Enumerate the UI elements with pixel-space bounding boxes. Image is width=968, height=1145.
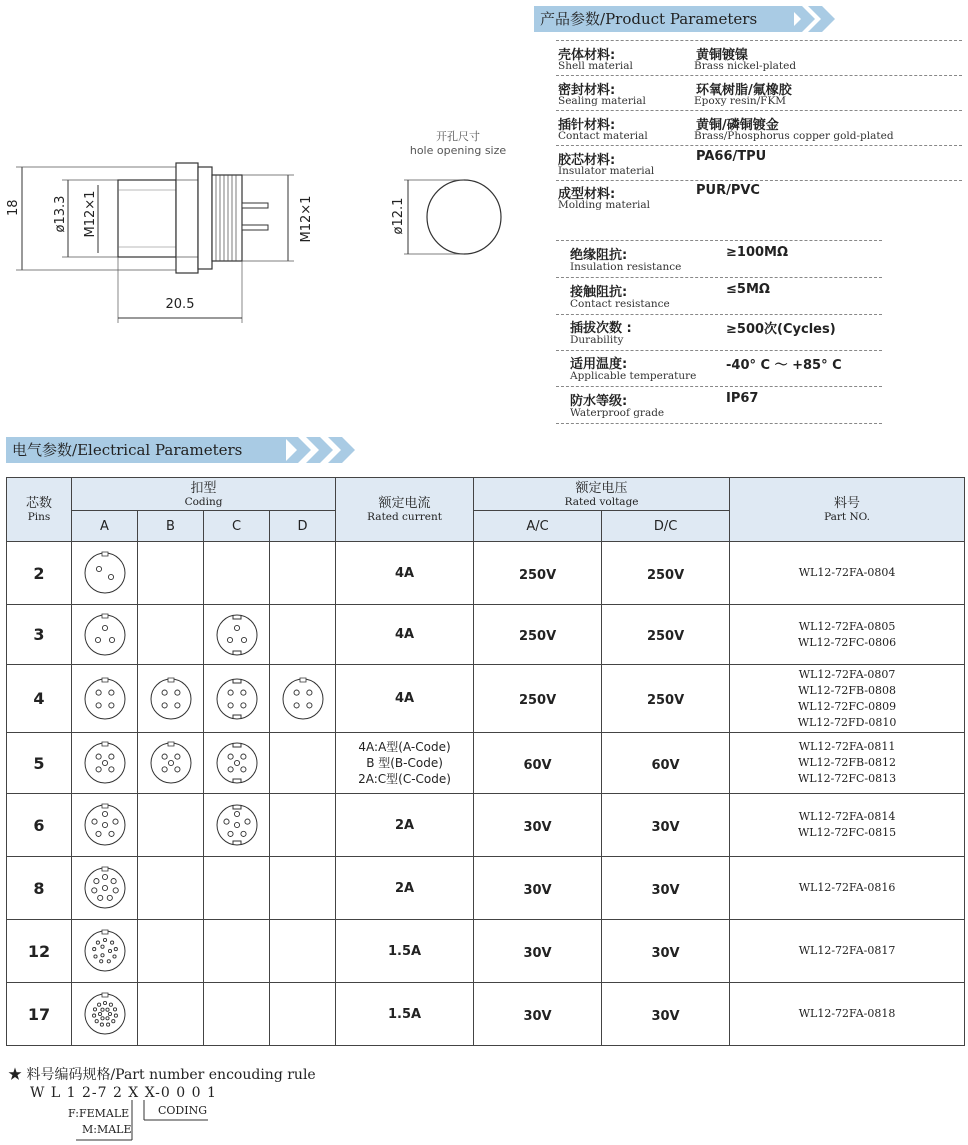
coding-cell-d <box>270 983 336 1046</box>
pins-cell <box>7 857 72 920</box>
table-row <box>7 920 965 983</box>
coding-cell-a <box>72 794 138 857</box>
electrical-params-banner <box>6 437 286 463</box>
part-number: WL12-72FA-0818 <box>798 1007 896 1020</box>
current-value: 4A <box>394 691 415 706</box>
dc-cell <box>602 857 730 920</box>
rating-value: ≥500次(Cycles) <box>726 322 836 337</box>
material-label-cn: 密封材料: <box>558 83 616 98</box>
coding-cell-c <box>204 920 270 983</box>
header-coding-c: C <box>204 511 270 542</box>
dc-cell <box>602 983 730 1046</box>
header-pins <box>7 478 72 542</box>
pin-face-icon <box>77 735 133 791</box>
material-label-cn: 插针材料: <box>558 118 616 133</box>
pins-value: 3 <box>33 625 45 644</box>
material-row <box>556 77 962 111</box>
female-label: F:FEMALE <box>68 1107 130 1120</box>
dim-thread-right-label: M12×1 <box>299 195 314 243</box>
rating-label-en: Insulation resistance <box>570 261 682 273</box>
coding-cell-c <box>204 794 270 857</box>
header-part-en: Part NO. <box>824 511 871 523</box>
header-voltage-cn: 额定电压 <box>575 480 628 496</box>
dc-value: 30V <box>651 945 680 961</box>
material-row <box>556 147 962 181</box>
material-label-en: Insulator material <box>558 165 655 177</box>
pin-face-icon <box>77 860 133 916</box>
pins-value: 6 <box>33 815 45 835</box>
part-number: WL12-72FB-0812 <box>798 756 897 769</box>
rating-label-en: Contact resistance <box>570 298 670 310</box>
electrical-title-en: /Electrical Parameters <box>72 441 243 459</box>
ac-cell <box>474 983 602 1046</box>
pin-face-icon <box>209 671 265 727</box>
coding-cell-c <box>204 857 270 920</box>
ac-value: 30V <box>523 945 552 961</box>
material-value-cn: PA66/TPU <box>696 149 767 164</box>
chevron-arrow-icon <box>788 6 838 32</box>
coding-cell-a <box>72 857 138 920</box>
male-label: M:MALE <box>82 1123 132 1136</box>
part-cell <box>730 983 965 1046</box>
dc-value: 30V <box>651 882 680 898</box>
table-row <box>7 665 965 733</box>
material-label-cn: 壳体材料: <box>558 48 616 63</box>
current-value: 4A:A型(A-Code) <box>358 740 451 754</box>
header-coding-cn: 扣型 <box>190 480 217 496</box>
rating-label-en: Applicable temperature <box>570 370 697 382</box>
rating-label-cn: 接触阻抗: <box>570 285 628 300</box>
rating-label-cn: 防水等级: <box>570 394 628 409</box>
pin-face-icon <box>77 671 133 727</box>
part-rule-title-cn: 料号编码规格 <box>26 1067 111 1083</box>
coding-cell-d <box>270 733 336 794</box>
table-row <box>7 542 965 605</box>
pins-value: 2 <box>33 563 45 583</box>
dim-height-label: 18 <box>6 199 21 216</box>
rating-row <box>556 279 882 315</box>
coding-cell-d <box>270 857 336 920</box>
material-value-cn: 黄铜镀镍 <box>696 48 749 63</box>
coding-cell-b <box>138 733 204 794</box>
ac-cell <box>474 542 602 605</box>
rating-label-cn: 插拔次数 : <box>570 321 632 336</box>
chevron-arrow-icon <box>284 437 360 463</box>
rating-label-en: Waterproof grade <box>570 407 665 419</box>
current-cell <box>336 605 474 665</box>
coding-cell-c <box>204 665 270 733</box>
material-label-en: Contact material <box>558 130 648 142</box>
coding-cell-a <box>72 920 138 983</box>
header-coding-d: D <box>270 511 336 542</box>
part-cell <box>730 542 965 605</box>
coding-cell-b <box>138 857 204 920</box>
pin-face-icon <box>209 607 265 663</box>
current-cell <box>336 794 474 857</box>
ac-value: 60V <box>523 757 552 773</box>
pins-value: 17 <box>27 1004 51 1024</box>
star-icon: ★ <box>8 1067 22 1083</box>
material-row <box>556 181 962 215</box>
rating-value: -40° C ～ +85° C <box>726 358 842 373</box>
electrical-table <box>6 477 965 1046</box>
coding-label: CODING <box>158 1104 208 1117</box>
part-number: WL12-72FA-0814 <box>798 810 896 823</box>
material-row <box>556 42 962 76</box>
current-cell <box>336 665 474 733</box>
part-number: WL12-72FC-0813 <box>798 772 897 785</box>
dim-thread-left-label: M12×1 <box>83 190 98 238</box>
part-number: WL12-72FA-0817 <box>798 944 896 957</box>
hole-caption-cn: 开孔尺寸 <box>436 130 480 143</box>
coding-cell-a <box>72 605 138 665</box>
dc-value: 30V <box>651 819 680 835</box>
part-cell <box>730 665 965 733</box>
ac-cell <box>474 605 602 665</box>
current-value: 4A <box>394 627 415 642</box>
coding-cell-c <box>204 983 270 1046</box>
dc-cell <box>602 665 730 733</box>
material-label-en: Sealing material <box>558 95 646 107</box>
header-ac: A/C <box>474 511 602 542</box>
part-cell <box>730 733 965 794</box>
part-number: WL12-72FA-0807 <box>798 667 896 681</box>
pin-face-icon <box>143 735 199 791</box>
rating-row <box>556 315 882 351</box>
pins-cell <box>7 794 72 857</box>
part-cell <box>730 605 965 665</box>
header-voltage-en: Rated voltage <box>564 495 639 508</box>
part-number: WL12-72FB-0808 <box>798 683 897 697</box>
rating-row <box>556 242 882 278</box>
header-pins-en: Pins <box>27 511 51 523</box>
current-cell <box>336 542 474 605</box>
pins-value: 12 <box>27 941 51 961</box>
coding-cell-a <box>72 983 138 1046</box>
current-value: B 型(B-Code) <box>366 756 443 770</box>
divider <box>556 240 882 241</box>
ac-value: 30V <box>523 819 552 835</box>
rating-value: ≤5MΩ <box>726 282 770 297</box>
dc-value: 250V <box>646 567 685 583</box>
coding-cell-b <box>138 920 204 983</box>
coding-cell-b <box>138 794 204 857</box>
header-current <box>336 478 474 542</box>
rating-row <box>556 388 882 424</box>
table-row <box>7 733 965 794</box>
coding-cell-c <box>204 605 270 665</box>
table-row <box>7 794 965 857</box>
header-current-cn: 额定电流 <box>378 496 431 511</box>
pins-cell <box>7 920 72 983</box>
header-voltage <box>474 478 730 511</box>
header-pins-cn: 芯数 <box>25 496 52 511</box>
pins-value: 5 <box>33 753 45 773</box>
current-value: 2A <box>394 817 415 833</box>
dim-length-label: 20.5 <box>165 297 195 312</box>
current-value: 2A:C型(C-Code) <box>358 772 451 786</box>
dc-cell <box>602 920 730 983</box>
ac-value: 30V <box>523 882 552 898</box>
part-number: WL12-72FC-0815 <box>798 826 897 839</box>
coding-cell-c <box>204 733 270 794</box>
part-number: WL12-72FA-0805 <box>798 619 896 633</box>
material-row <box>556 112 962 146</box>
pin-face-icon <box>77 607 133 663</box>
hole-caption-en: hole opening size <box>409 144 507 157</box>
part-rule-title <box>8 1064 316 1084</box>
material-value-en: Brass/Phosphorus copper gold-plated <box>694 130 894 142</box>
material-value-cn: 环氧树脂/氟橡胶 <box>696 83 792 98</box>
coding-cell-a <box>72 542 138 605</box>
pin-face-icon <box>77 545 133 601</box>
header-coding-en: Coding <box>184 495 223 508</box>
pin-face-icon <box>209 735 265 791</box>
table-row <box>7 857 965 920</box>
ac-cell <box>474 920 602 983</box>
rating-row <box>556 351 882 387</box>
dc-cell <box>602 794 730 857</box>
current-cell <box>336 857 474 920</box>
coding-cell-d <box>270 665 336 733</box>
ac-value: 250V <box>518 693 557 708</box>
part-number: WL12-72FA-0804 <box>798 566 896 579</box>
dc-cell <box>602 733 730 794</box>
current-cell <box>336 733 474 794</box>
material-value-en: Brass nickel-plated <box>694 60 797 72</box>
coding-cell-d <box>270 920 336 983</box>
part-number: WL12-72FA-0816 <box>798 881 896 894</box>
pins-cell <box>7 542 72 605</box>
ac-value: 250V <box>518 567 557 583</box>
product-params-banner <box>534 6 794 32</box>
header-coding <box>72 478 336 511</box>
current-value: 1.5A <box>388 943 422 959</box>
pin-face-icon <box>77 797 133 853</box>
material-value-cn: PUR/PVC <box>696 183 760 198</box>
dc-value: 60V <box>651 757 680 773</box>
header-part <box>730 478 965 542</box>
coding-cell-a <box>72 665 138 733</box>
material-label-en: Shell material <box>558 60 633 72</box>
ac-value: 30V <box>523 1008 552 1024</box>
coding-cell-d <box>270 542 336 605</box>
part-rule-code: W L 1 2-7 2 X X-0 0 0 1 <box>30 1085 217 1101</box>
material-label-en: Molding material <box>558 199 650 211</box>
current-value: 1.5A <box>388 1006 422 1022</box>
table-row <box>7 983 965 1046</box>
pins-cell <box>7 605 72 665</box>
pin-face-icon <box>209 797 265 853</box>
table-row <box>7 605 965 665</box>
product-params-title-cn: 产品参数 <box>540 10 601 28</box>
part-number: WL12-72FD-0810 <box>797 715 897 729</box>
ac-value: 250V <box>518 629 557 644</box>
divider <box>556 40 962 41</box>
part-number: WL12-72FC-0809 <box>798 699 897 713</box>
part-rule-title-en: /Part number encouding rule <box>110 1067 316 1083</box>
current-value: 2A <box>394 880 415 896</box>
pins-cell <box>7 665 72 733</box>
coding-cell-c <box>204 542 270 605</box>
dc-cell <box>602 605 730 665</box>
dc-value: 250V <box>646 693 685 708</box>
pin-face-icon <box>77 986 133 1042</box>
product-params-title-en: /Product Parameters <box>600 10 758 28</box>
ac-cell <box>474 857 602 920</box>
pin-face-icon <box>77 923 133 979</box>
coding-cell-b <box>138 542 204 605</box>
dim-diameter-label: ø13.3 <box>53 195 68 233</box>
dim-hole-label: ø12.1 <box>391 197 406 235</box>
part-number: WL12-72FA-0811 <box>798 740 896 753</box>
header-coding-a: A <box>72 511 138 542</box>
part-number: WL12-72FC-0806 <box>798 635 897 649</box>
material-value-en: Epoxy resin/FKM <box>694 95 787 107</box>
coding-cell-d <box>270 794 336 857</box>
ac-cell <box>474 794 602 857</box>
rating-label-en: Durability <box>570 334 624 346</box>
material-label-cn: 胶芯材料: <box>558 153 616 168</box>
electrical-title-cn: 电气参数 <box>12 441 73 459</box>
part-cell <box>730 920 965 983</box>
header-dc: D/C <box>602 511 730 542</box>
rating-label-cn: 绝缘阻抗: <box>570 248 628 263</box>
material-label-cn: 成型材料: <box>558 187 616 202</box>
ac-cell <box>474 733 602 794</box>
pin-face-icon <box>143 671 199 727</box>
coding-cell-b <box>138 605 204 665</box>
part-cell <box>730 794 965 857</box>
pins-cell <box>7 733 72 794</box>
dc-value: 250V <box>646 629 685 644</box>
coding-cell-d <box>270 605 336 665</box>
header-current-en: Rated current <box>367 511 442 523</box>
pins-value: 4 <box>33 689 45 708</box>
dc-value: 30V <box>651 1008 680 1024</box>
ac-cell <box>474 665 602 733</box>
part-cell <box>730 857 965 920</box>
rating-value: ≥100MΩ <box>726 245 789 260</box>
header-coding-b: B <box>138 511 204 542</box>
rating-label-cn: 适用温度: <box>570 357 628 372</box>
material-value-cn: 黄铜/磷铜镀金 <box>696 118 779 133</box>
coding-cell-a <box>72 733 138 794</box>
coding-cell-b <box>138 665 204 733</box>
header-part-cn: 料号 <box>834 496 861 511</box>
pins-cell <box>7 983 72 1046</box>
current-cell <box>336 920 474 983</box>
coding-cell-b <box>138 983 204 1046</box>
rating-value: IP67 <box>726 391 759 406</box>
current-value: 4A <box>394 565 415 581</box>
dc-cell <box>602 542 730 605</box>
current-cell <box>336 983 474 1046</box>
pin-face-icon <box>275 671 331 727</box>
pins-value: 8 <box>33 878 45 898</box>
